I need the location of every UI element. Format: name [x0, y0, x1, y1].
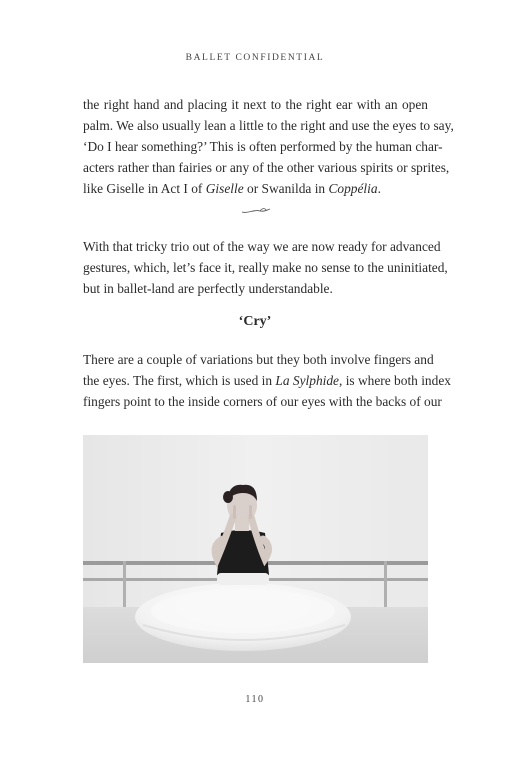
- text-line: palm. We also usually lean a little to the right and use the eyes to say,: [83, 118, 454, 133]
- text-line: With that tricky trio out of the way we are now ready for advanced: [83, 239, 441, 254]
- body-paragraph: [83, 236, 448, 299]
- text-run: .: [377, 181, 381, 196]
- text-line: fingers point to the inside corners of our eyes with the backs of our: [83, 394, 442, 409]
- text-line: but in ballet-land are perfectly understandable.: [83, 281, 333, 296]
- text-line: [83, 370, 451, 391]
- section-heading: ‘Cry’: [238, 314, 272, 329]
- text-run: , is where both index: [339, 373, 451, 388]
- text-run: the eyes. The first, which is used in: [83, 373, 276, 388]
- text-run: like Giselle in Act I of: [83, 181, 206, 196]
- running-head: BALLET CONFIDENTIAL: [185, 53, 325, 63]
- text-line: gestures, which, let’s face it, really make no sense to the uninitiated,: [83, 260, 448, 275]
- text-line: acters rather than fairies or any of the other various spirits or sprites,: [83, 160, 450, 175]
- italic-title: La Sylphide: [275, 373, 340, 388]
- italic-title: Giselle: [205, 181, 244, 196]
- italic-title: Coppélia: [328, 181, 378, 196]
- text-line: the right hand and placing it next to the right ear with an open: [83, 97, 428, 112]
- ballerina-photo: [83, 435, 428, 663]
- flourish-ornament-icon: [240, 205, 272, 217]
- page-number: 110: [245, 694, 265, 705]
- text-run: or Swanilda in: [243, 181, 329, 196]
- body-paragraph: [83, 94, 454, 199]
- body-paragraph: [83, 349, 451, 412]
- text-line: ‘Do I hear something?’ This is often performed by the human char-: [83, 139, 443, 154]
- ballerina-illustration: [83, 435, 428, 663]
- text-line: [83, 178, 428, 199]
- text-line: There are a couple of variations but they both involve fingers and: [83, 352, 434, 367]
